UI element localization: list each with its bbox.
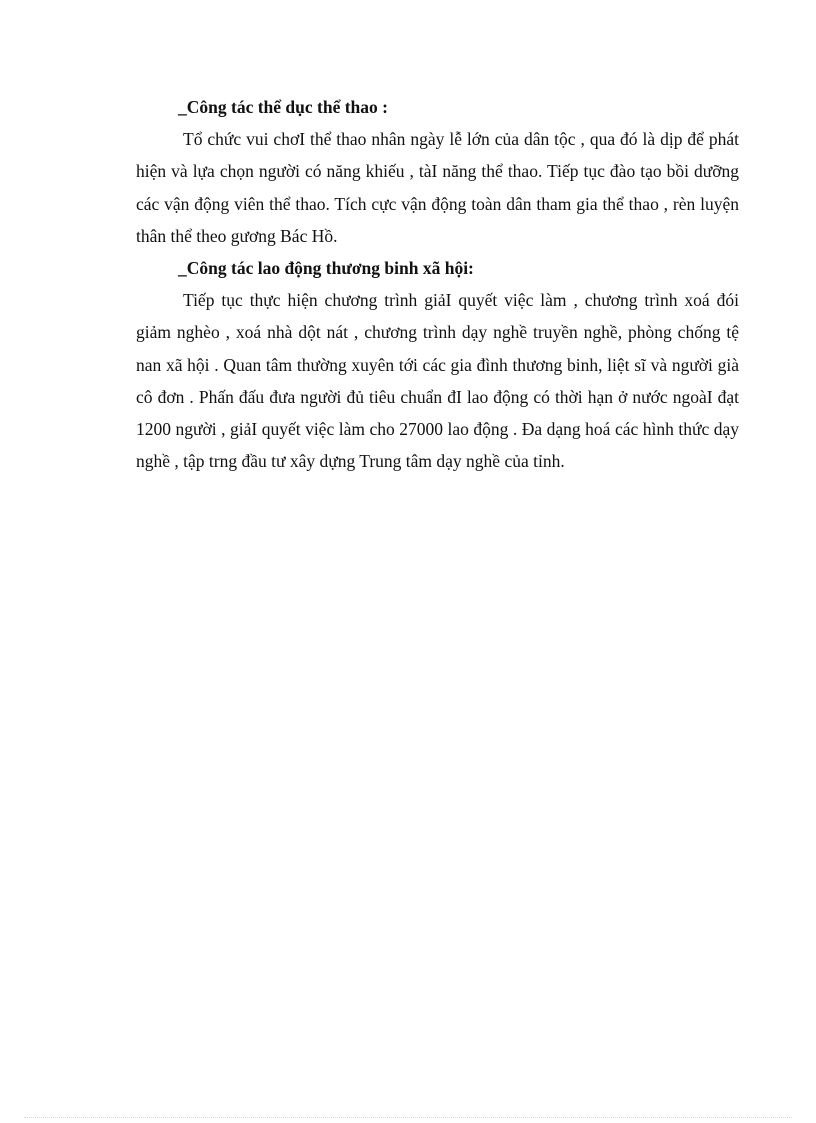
section-paragraph-labor-social: Tiếp tục thực hiện chương trình giảI quyết việc làm , chương trình xoá đói giảm nghèo , xoá nhà dột nát , chương trình dạy nghề truyền nghề, phòng chống tệ nan xã hội . Quan tâm thường xuyên tới các gia đình thương binh, liệt sĩ và người già cô đơn . Phấn đấu đưa người đủ tiêu chuẩn đI lao động có thời hạn ở nước ngoàI đạt 1200 người , giảI quyết việc làm cho 27000 lao động . Đa dạng hoá các hình thức dạy nghề , tập trng đầu tư xây dựng Trung tâm dạy nghề của tỉnh. [136,290,739,472]
page-bottom-divider [24,1117,792,1118]
document-body [136,91,739,477]
section-paragraph-sports: Tổ chức vui chơI thể thao nhân ngày lễ lớn của dân tộc , qua đó là dịp để phát hiện và lựa chọn người có năng khiếu , tàI năng thể thao. Tiếp tục đào tạo bồi dưỡng các vận động viên thể thao. Tích cực vận động toàn dân tham gia thể thao , rèn luyện thân thể theo gương Bác Hồ. [136,129,739,246]
section-heading-sports: _Công tác thể dục thể thao : [178,97,388,117]
section-heading-labor-social: _Công tác lao động thương binh xã hội: [178,258,474,279]
